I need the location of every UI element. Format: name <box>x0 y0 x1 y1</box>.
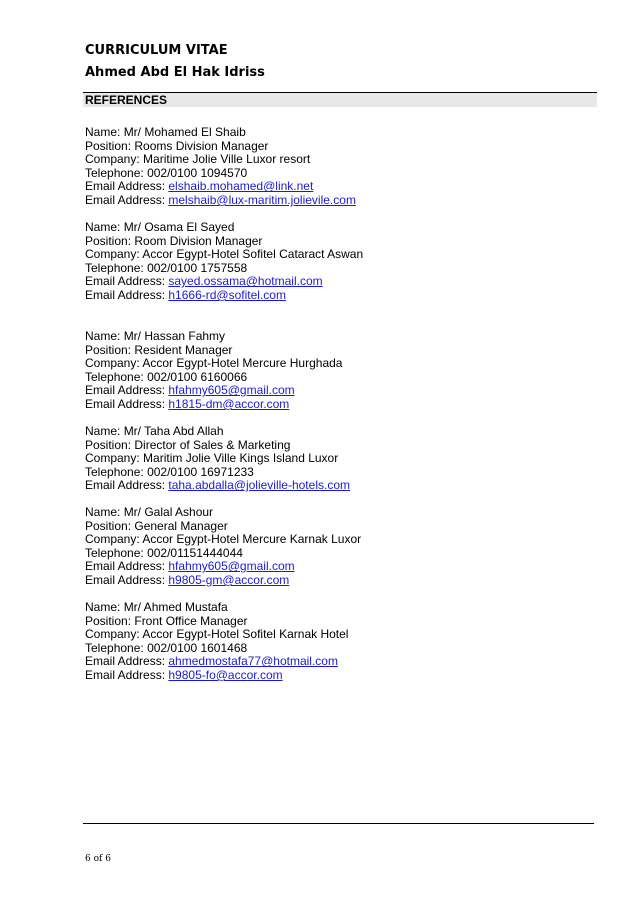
reference-company-line: Company: Maritim Jolie Ville Kings Island Luxor <box>85 451 339 466</box>
reference-position-line: Position: Rooms Division Manager <box>85 138 269 153</box>
reference-email-link[interactable]: taha.abdalla@jolieville-hotels.com <box>168 478 350 493</box>
reference-company: Accor Egypt-Hotel Sofitel Karnak Hotel <box>142 627 349 642</box>
reference-name-line: Name: Mr/ Taha Abd Allah <box>85 424 224 438</box>
reference-telephone-line: Telephone: 002/0100 16971233 <box>85 464 254 479</box>
reference-entry <box>85 601 585 683</box>
reference-email-line: Email Address: sayed.ossama@hotmail.com <box>85 274 323 289</box>
reference-email-line: Email Address: ahmedmostafa77@hotmail.com <box>85 654 338 669</box>
reference-company-line: Company: Accor Egypt-Hotel Mercure Hurghada <box>85 356 343 371</box>
reference-name-line: Name: Mr/ Osama El Sayed <box>85 220 235 234</box>
reference-email-link[interactable]: h9805-gm@accor.com <box>168 572 290 587</box>
reference-email-line: Email Address: melshaib@lux-maritim.jolievile.com <box>85 192 356 207</box>
reference-email-line: Email Address: h9805-gm@accor.com <box>85 572 290 587</box>
reference-telephone-line: Telephone: 002/0100 1094570 <box>85 165 248 180</box>
reference-telephone-line: Telephone: 002/0100 1757558 <box>85 260 248 275</box>
footer-divider <box>83 823 594 824</box>
page-number: 6 of 6 <box>85 854 111 864</box>
reference-position-line: Position: Director of Sales & Marketing <box>85 437 291 452</box>
reference-email-line: Email Address: elshaib.mohamed@link.net <box>85 179 314 194</box>
reference-email-link[interactable]: hfahmy605@gmail.com <box>168 559 295 574</box>
reference-name: Mr/ Galal Ashour <box>123 505 214 519</box>
reference-name: Mr/ Osama El Sayed <box>123 220 235 234</box>
reference-email-link[interactable]: melshaib@lux-maritim.jolievile.com <box>168 192 356 207</box>
reference-email-link[interactable]: elshaib.mohamed@link.net <box>168 179 314 194</box>
reference-telephone-line: Telephone: 002/01151444044 <box>85 545 243 560</box>
reference-telephone-line: Telephone: 002/0100 1601468 <box>85 640 248 655</box>
reference-company: Maritime Jolie Ville Luxor resort <box>143 152 311 167</box>
reference-position: Room Division Manager <box>134 233 263 248</box>
reference-email-line: Email Address: hfahmy605@gmail.com <box>85 383 295 398</box>
reference-name: Mr/ Mohamed El Shaib <box>123 125 246 139</box>
reference-name: Mr/ Ahmed Mustafa <box>123 600 228 614</box>
reference-position-line: Position: Room Division Manager <box>85 233 263 248</box>
reference-telephone: 002/0100 1094570 <box>147 165 248 180</box>
reference-email-link[interactable]: sayed.ossama@hotmail.com <box>168 274 323 289</box>
reference-telephone: 002/0100 6160066 <box>147 369 248 384</box>
reference-position: Resident Manager <box>134 342 233 357</box>
reference-name-line: Name: Mr/ Mohamed El Shaib <box>85 125 246 139</box>
reference-company-line: Company: Accor Egypt-Hotel Sofitel Karnak Hotel <box>85 627 349 642</box>
reference-name-line: Name: Mr/ Ahmed Mustafa <box>85 600 228 614</box>
reference-name: Mr/ Hassan Fahmy <box>123 329 226 343</box>
reference-company: Maritim Jolie Ville Kings Island Luxor <box>143 451 339 466</box>
reference-position-line: Position: Resident Manager <box>85 342 233 357</box>
reference-email-line: Email Address: h9805-fo@accor.com <box>85 667 283 682</box>
candidate-name: Ahmed Abd El Hak Idriss <box>85 65 265 80</box>
reference-company-line: Company: Maritime Jolie Ville Luxor resort <box>85 152 311 167</box>
reference-email-line: Email Address: h1815-dm@accor.com <box>85 396 290 411</box>
reference-email-line: Email Address: h1666-rd@sofitel.com <box>85 287 286 302</box>
reference-name-line: Name: Mr/ Hassan Fahmy <box>85 329 226 343</box>
reference-entry <box>85 330 585 412</box>
reference-position-line: Position: General Manager <box>85 518 228 533</box>
reference-name: Mr/ Taha Abd Allah <box>123 424 224 438</box>
reference-position: Director of Sales & Marketing <box>134 437 291 452</box>
page-title: CURRICULUM VITAE <box>85 43 228 58</box>
reference-telephone: 002/01151444044 <box>147 545 243 560</box>
reference-email-line: Email Address: hfahmy605@gmail.com <box>85 559 295 574</box>
reference-email-link[interactable]: h1666-rd@sofitel.com <box>168 287 286 302</box>
reference-company: Accor Egypt-Hotel Sofitel Cataract Aswan <box>142 247 364 262</box>
reference-company-line: Company: Accor Egypt-Hotel Sofitel Cataract Aswan <box>85 247 364 262</box>
reference-email-line: Email Address: taha.abdalla@jolieville-hotels.com <box>85 478 350 493</box>
reference-email-link[interactable]: h9805-fo@accor.com <box>168 667 283 682</box>
section-title: REFERENCES <box>85 93 168 107</box>
reference-email-link[interactable]: hfahmy605@gmail.com <box>168 383 295 398</box>
reference-telephone: 002/0100 16971233 <box>147 464 254 479</box>
reference-company: Accor Egypt-Hotel Mercure Hurghada <box>142 356 343 371</box>
reference-position: General Manager <box>134 518 228 533</box>
reference-entry <box>85 425 585 493</box>
reference-telephone: 002/0100 1757558 <box>147 260 248 275</box>
reference-entry <box>85 126 585 208</box>
section-header-references <box>83 92 597 107</box>
reference-telephone-line: Telephone: 002/0100 6160066 <box>85 369 248 384</box>
reference-position: Rooms Division Manager <box>134 138 269 153</box>
reference-email-link[interactable]: h1815-dm@accor.com <box>168 396 290 411</box>
reference-position: Front Office Manager <box>134 613 248 628</box>
reference-company: Accor Egypt-Hotel Mercure Karnak Luxor <box>142 532 362 547</box>
reference-entry <box>85 506 585 588</box>
reference-position-line: Position: Front Office Manager <box>85 613 248 628</box>
reference-entry <box>85 221 585 303</box>
reference-email-link[interactable]: ahmedmostafa77@hotmail.com <box>168 654 338 669</box>
reference-telephone: 002/0100 1601468 <box>147 640 248 655</box>
reference-company-line: Company: Accor Egypt-Hotel Mercure Karnak Luxor <box>85 532 362 547</box>
reference-name-line: Name: Mr/ Galal Ashour <box>85 505 214 519</box>
